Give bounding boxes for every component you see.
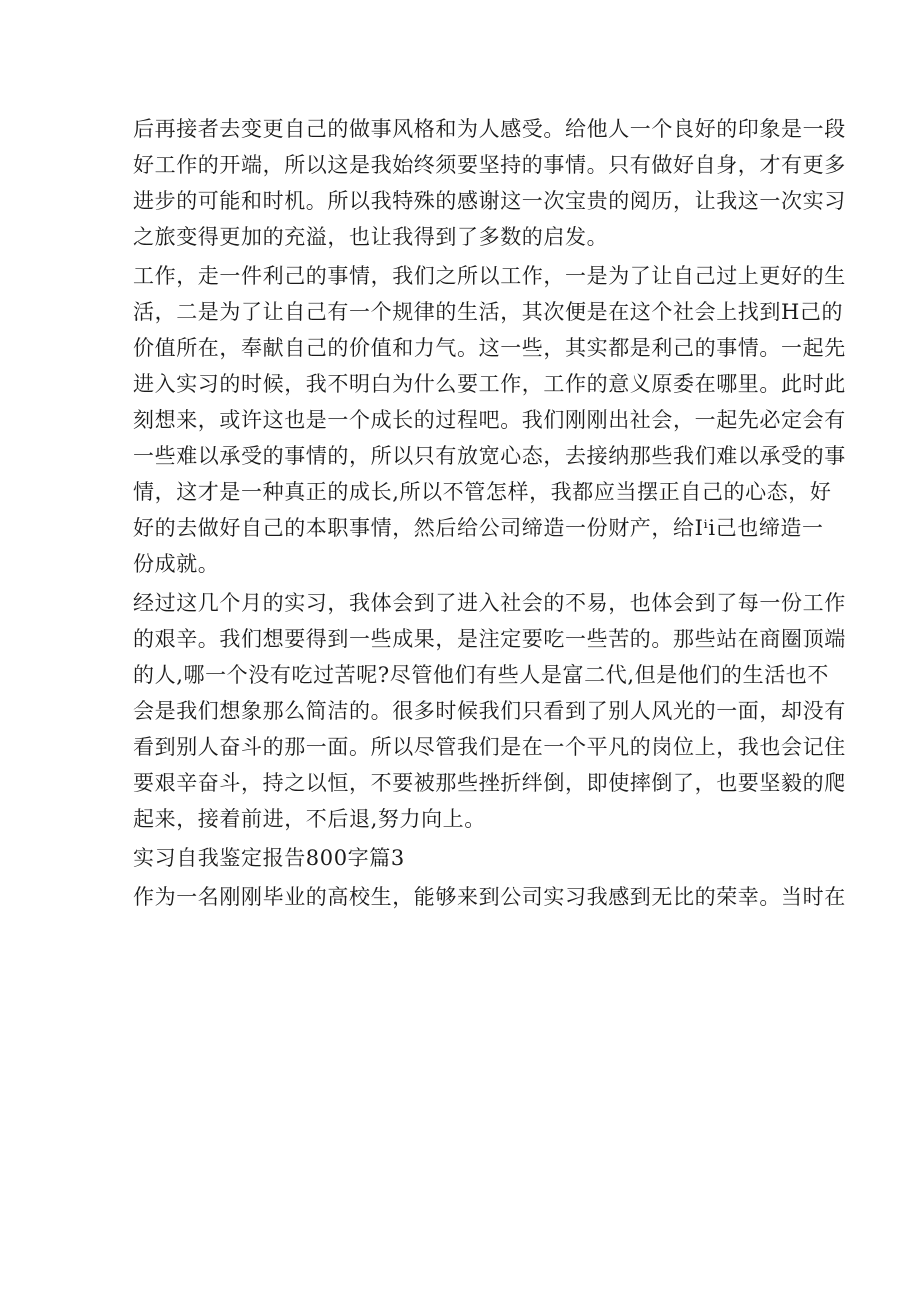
text-line: 后再接者去变更自己的做事风格和为人感受。给他人一个良好的印象是一段 (133, 117, 846, 141)
text-line: 好的去做好自己的本职事情，然后给公司缔造一份财产，给Iⁱi己也缔造一 (133, 516, 824, 540)
text-line: 一些难以承受的事情的，所以只有放宽心态，去接纳那些我们难以承受的事 (133, 444, 846, 468)
text-line: 刻想来，或许这也是一个成长的过程吧。我们刚刚出社会，一起先必定会有 (133, 408, 846, 432)
text-line: 看到别人奋斗的那一面。所以尽管我们是在一个平凡的岗位上，我也会记住 (133, 735, 846, 759)
text-line: 之旅变得更加的充溢，也让我得到了多数的启发。 (133, 225, 609, 249)
text-line: 工作，走一件利己的事情，我们之所以工作，一是为了让自己过上更好的生 (133, 264, 846, 288)
paragraph-4 (133, 879, 846, 915)
text-line: 情，这才是一种真正的成长,所以不管怎样，我都应当摆正自己的心态，好 (133, 480, 832, 504)
text-line: 价值所在，奉献自己的价值和力气。这一些，其实都是利己的事情。一起先 (133, 336, 846, 360)
document-body (133, 111, 846, 918)
section-heading: 实习自我鉴定报告800字篇3 (133, 846, 405, 870)
text-line: 经过这几个月的实习，我体会到了进入社会的不易，也体会到了每一份工作 (133, 591, 846, 615)
text-line: 的人,哪一个没有吃过苦呢?尽管他们有些人是富二代,但是他们的生活也不 (133, 663, 830, 687)
text-line: 作为一名刚刚毕业的高校生，能够来到公司实习我感到无比的荣幸。当时在 (133, 885, 846, 909)
text-line: 进步的可能和时机。所以我特殊的感谢这一次宝贵的阅历，让我这一次实习 (133, 189, 846, 213)
paragraph-1 (133, 111, 846, 255)
text-line: 份成就。 (133, 552, 220, 576)
paragraph-3 (133, 585, 846, 837)
text-line: 活，二是为了让自己有一个规律的生活，其次便是在这个社会上找到H己的 (133, 300, 844, 324)
text-line: 起来，接着前进，不后退,努力向上。 (133, 807, 486, 831)
paragraph-2 (133, 258, 846, 582)
text-line: 进入实习的时候，我不明白为什么要工作，工作的意义原委在哪里。此时此 (133, 372, 846, 396)
text-line: 要艰辛奋斗，持之以恒，不要被那些挫折绊倒，即使摔倒了，也要坚毅的爬 (133, 771, 846, 795)
text-line: 会是我们想象那么简洁的。很多时候我们只看到了别人风光的一面，却没有 (133, 699, 846, 723)
text-line: 好工作的开端，所以这是我始终须要坚持的事情。只有做好自身，才有更多 (133, 153, 846, 177)
text-line: 的艰辛。我们想要得到一些成果，是注定要吃一些苦的。那些站在商圈顶端 (133, 627, 846, 651)
